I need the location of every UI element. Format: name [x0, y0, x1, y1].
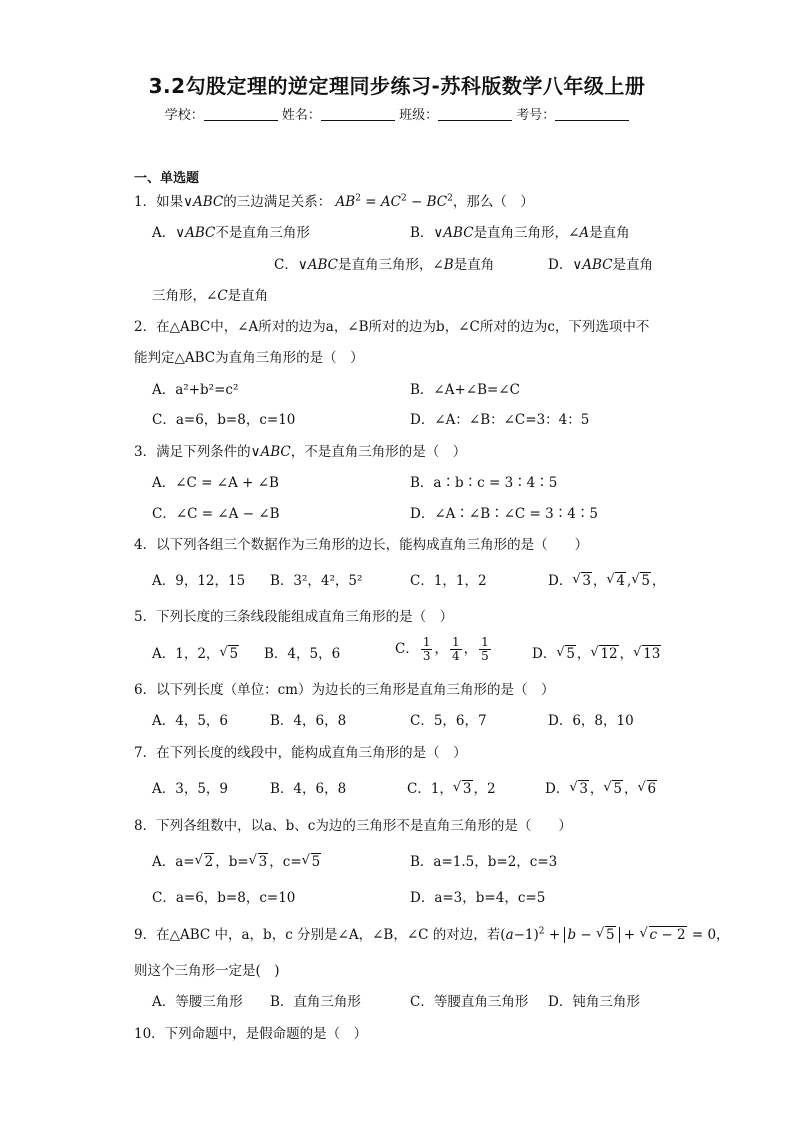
question-5-option-a[interactable]: A．1，2，√ 5 [152, 645, 240, 663]
question-1-option-b[interactable]: B．∨ABC是直角三角形，∠A是直角 [410, 225, 630, 241]
question-5-option-b[interactable]: B．4，5，6 [264, 646, 341, 662]
question-9-stem: 9．在△ABC 中，a，b，c 分别是∠A，∠B，∠C 的对边，若$(a-1)^2 + b$ − √ 5 + √ c − 2 = 0， [134, 926, 730, 944]
question-8-option-d[interactable]: D．a=3，b=4，c=5 [410, 890, 546, 906]
section-heading: 一、单选题 [134, 171, 200, 186]
question-3-option-a[interactable]: A．∠C = ∠A + ∠B [152, 475, 279, 491]
question-3-stem: 3．满足下列条件的∨ABC，不是直角三角形的是（ ） [134, 444, 467, 460]
question-4-stem: 4．以下列各组三个数据作为三角形的边长，能构成直角三角形的是（ ） [134, 537, 589, 553]
question-8-option-c[interactable]: C．a=6，b=8，c=10 [152, 890, 296, 906]
school-label: 学校： [164, 108, 204, 123]
question-5-option-d[interactable]: D．√ 5 ，√ 12 ，√ 13 [532, 645, 662, 663]
question-7-stem: 7．在下列长度的线段中，能构成直角三角形的是（ ） [134, 745, 467, 761]
question-2-option-d[interactable]: D．∠A：∠B：∠C=3：4：5 [410, 412, 590, 428]
question-5-option-c[interactable]: C． $\frac{1}{3}$ ， $\frac{1}{4}$ ， $\frac{1}{5}$ [395, 635, 489, 663]
question-2-stem-continued: 能判定△ABC为直角三角形的是（ ） [134, 350, 364, 366]
question-9-option-c[interactable]: C．等腰直角三角形 [410, 994, 529, 1010]
question-8-option-a[interactable]: A．a=√ 2 ，b=√ 3 ，c=√ 5 [152, 853, 322, 871]
question-6-option-c[interactable]: C．5，6，7 [410, 713, 487, 729]
question-9-option-d[interactable]: D．钝角三角形 [548, 994, 640, 1010]
question-1-option-c[interactable]: C．∨ABC是直角三角形，∠B是直角 [274, 257, 495, 273]
question-10-stem: 10．下列命题中，是假命题的是（ ） [134, 1026, 368, 1042]
question-2-stem: 2．在△ABC中，∠A所对的边为a，∠B所对的边为b，∠C所对的边为c，下列选项中不 [134, 319, 650, 335]
question-9-stem-continued: 则这个三角形一定是( ) [134, 963, 280, 979]
student-info-line [0, 104, 794, 123]
question-9-option-b[interactable]: B．直角三角形 [270, 994, 361, 1010]
exam-no-blank[interactable] [555, 107, 629, 121]
question-7-option-b[interactable]: B．4，6，8 [270, 781, 347, 797]
name-label: 姓名： [281, 108, 321, 123]
question-3-option-d[interactable]: D．∠A∶∠B∶∠C = 3∶4∶5 [410, 506, 598, 522]
question-1-option-d-continued: 三角形，∠C是直角 [152, 288, 269, 304]
question-1-stem: 1．如果∨ABC的三边满足关系： $AB^2 = AC^2 - BC^2$，那么（ ） [134, 193, 534, 210]
question-6-option-a[interactable]: A．4，5，6 [152, 713, 229, 729]
question-4-option-b[interactable]: B．3²，4²，5² [270, 573, 363, 589]
question-3-option-b[interactable]: B．a∶b∶c = 3∶4∶5 [410, 475, 558, 491]
school-blank[interactable] [204, 107, 278, 121]
class-blank[interactable] [438, 107, 512, 121]
question-6-option-b[interactable]: B．4，6，8 [270, 713, 347, 729]
question-1-option-d[interactable]: D．∨ABC是直角 [548, 257, 653, 273]
question-9-option-a[interactable]: A．等腰三角形 [152, 994, 243, 1010]
question-4-option-d[interactable]: D．√ 3 ，√ 4 ,√ 5 ， [548, 572, 665, 590]
question-2-option-b[interactable]: B．∠A+∠B=∠C [410, 382, 520, 398]
class-label: 班级： [399, 108, 439, 123]
question-7-option-c[interactable]: C．1，√ 3 ，2 [407, 780, 496, 798]
question-8-option-b[interactable]: B．a=1.5，b=2，c=3 [410, 854, 558, 870]
question-3-option-c[interactable]: C．∠C = ∠A − ∠B [152, 506, 280, 522]
question-4-option-a[interactable]: A．9，12，15 [152, 573, 246, 589]
question-2-option-a[interactable]: A．a²+b²=c² [152, 382, 239, 398]
question-2-option-c[interactable]: C．a=6，b=8，c=10 [152, 412, 296, 428]
question-6-option-d[interactable]: D．6，8，10 [548, 713, 634, 729]
question-6-stem: 6．以下列长度（单位：cm）为边长的三角形是直角三角形的是（ ） [134, 682, 555, 698]
question-5-stem: 5．下列长度的三条线段能组成直角三角形的是（ ） [134, 609, 454, 625]
question-1-option-a[interactable]: A．∨ABC不是直角三角形 [152, 225, 310, 241]
exam-no-label: 考号： [516, 108, 556, 123]
name-blank[interactable] [321, 107, 395, 121]
page-title: 3.2勾股定理的逆定理同步练习-苏科版数学八年级上册 [148, 74, 646, 98]
question-7-option-a[interactable]: A．3，5，9 [152, 781, 229, 797]
question-4-option-c[interactable]: C．1，1，2 [410, 573, 487, 589]
question-7-option-d[interactable]: D．√ 3 ，√ 5 ，√ 6 [545, 780, 658, 798]
question-8-stem: 8．下列各组数中，以a、b、c为边的三角形不是直角三角形的是（ ） [134, 818, 572, 834]
